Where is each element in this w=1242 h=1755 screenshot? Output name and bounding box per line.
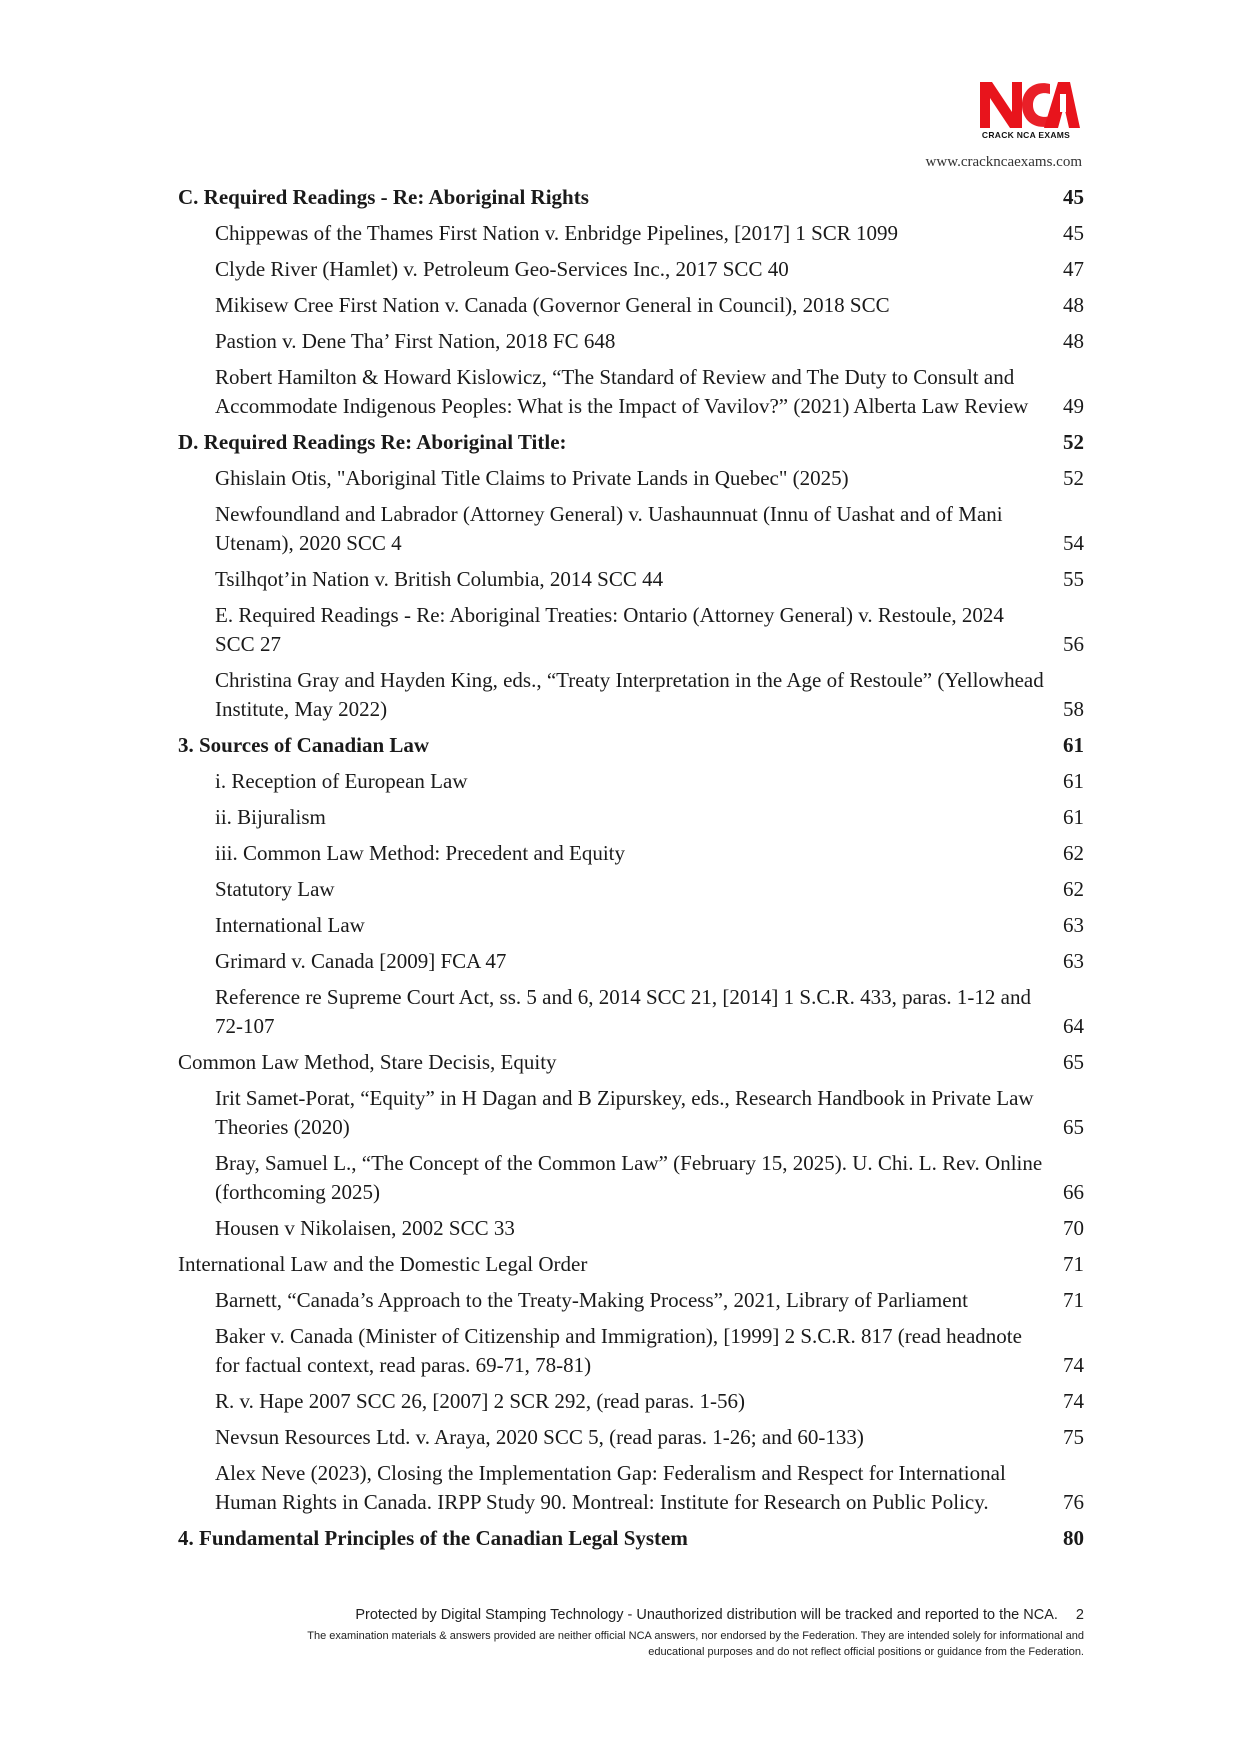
table-of-contents (178, 183, 1084, 1560)
toc-entry-title: D. Required Readings Re: Aboriginal Title: (178, 430, 567, 454)
toc-entry-page: 74 (1063, 1389, 1084, 1413)
toc-entry[interactable] (178, 767, 1084, 796)
toc-entry-page: 48 (1063, 293, 1084, 317)
toc-entry[interactable] (178, 428, 1084, 457)
toc-entry[interactable] (178, 1322, 1084, 1380)
toc-entry-title: Pastion v. Dene Tha’ First Nation, 2018 FC 648 (215, 329, 616, 353)
toc-entry[interactable] (178, 327, 1084, 356)
toc-entry-page: 66 (1063, 1180, 1084, 1204)
toc-entry[interactable] (178, 565, 1084, 594)
toc-entry-title: Christina Gray and Hayden King, eds., “Treaty Interpretation in the Age of Restoule” (Yellowhead Institute, May 2022) (215, 668, 1044, 721)
website-url[interactable]: www.crackncaexams.com (925, 154, 1082, 170)
toc-entry[interactable] (178, 601, 1084, 659)
toc-entry-page: 62 (1063, 877, 1084, 901)
toc-entry[interactable] (178, 1524, 1084, 1553)
toc-entry[interactable] (178, 1084, 1084, 1142)
toc-entry[interactable] (178, 219, 1084, 248)
toc-entry[interactable] (178, 1459, 1084, 1517)
toc-entry[interactable] (178, 291, 1084, 320)
toc-entry[interactable] (178, 911, 1084, 940)
toc-entry-page: 45 (1063, 221, 1084, 245)
toc-entry-title: Robert Hamilton & Howard Kislowicz, “The Standard of Review and The Duty to Consult and Accommodate Indigenous Peoples: What is the Impact of Vavilov?” (2021) Alberta Law Review (215, 365, 1029, 418)
toc-entry-title: Statutory Law (215, 877, 335, 901)
toc-entry-page: 74 (1063, 1353, 1084, 1377)
toc-entry-page: 49 (1063, 394, 1084, 418)
toc-entry-page: 61 (1063, 733, 1084, 757)
toc-entry-page: 63 (1063, 949, 1084, 973)
toc-entry-page: 62 (1063, 841, 1084, 865)
toc-entry-page: 58 (1063, 697, 1084, 721)
toc-entry-title: R. v. Hape 2007 SCC 26, [2007] 2 SCR 292, (read paras. 1-56) (215, 1389, 745, 1413)
toc-entry-page: 64 (1063, 1014, 1084, 1038)
toc-entry[interactable] (178, 464, 1084, 493)
toc-entry-page: 71 (1063, 1288, 1084, 1312)
toc-entry[interactable] (178, 1286, 1084, 1315)
toc-entry-page: 48 (1063, 329, 1084, 353)
toc-entry-page: 61 (1063, 769, 1084, 793)
toc-entry-title: Housen v Nikolaisen, 2002 SCC 33 (215, 1216, 515, 1240)
toc-entry-title: Grimard v. Canada [2009] FCA 47 (215, 949, 507, 973)
toc-entry-title: Common Law Method, Stare Decisis, Equity (178, 1050, 557, 1074)
toc-entry[interactable] (178, 500, 1084, 558)
toc-entry[interactable] (178, 1250, 1084, 1279)
page-footer (170, 1606, 1084, 1660)
toc-entry-title: Clyde River (Hamlet) v. Petroleum Geo-Services Inc., 2017 SCC 40 (215, 257, 789, 281)
toc-entry-title: Tsilhqot’in Nation v. British Columbia, 2014 SCC 44 (215, 567, 664, 591)
toc-entry-page: 75 (1063, 1425, 1084, 1449)
toc-entry[interactable] (178, 1048, 1084, 1077)
toc-entry[interactable] (178, 255, 1084, 284)
toc-entry-page: 71 (1063, 1252, 1084, 1276)
toc-entry-page: 54 (1063, 531, 1084, 555)
toc-entry-title: International Law (215, 913, 365, 937)
toc-entry-title: International Law and the Domestic Legal Order (178, 1252, 588, 1276)
toc-entry[interactable] (178, 803, 1084, 832)
logo-caption: CRACK NCA EXAMS (981, 130, 1071, 140)
toc-entry-page: 47 (1063, 257, 1084, 281)
toc-entry[interactable] (178, 1214, 1084, 1243)
toc-entry-title: Nevsun Resources Ltd. v. Araya, 2020 SCC 5, (read paras. 1-26; and 60-133) (215, 1425, 864, 1449)
toc-entry-title: E. Required Readings - Re: Aboriginal Treaties: Ontario (Attorney General) v. Restoule, 2024 SCC 27 (215, 603, 1004, 656)
toc-entry-title: Ghislain Otis, "Aboriginal Title Claims to Private Lands in Quebec" (2025) (215, 466, 849, 490)
toc-entry[interactable] (178, 947, 1084, 976)
toc-entry-title: Chippewas of the Thames First Nation v. Enbridge Pipelines, [2017] 1 SCR 1099 (215, 221, 899, 245)
toc-entry-title: i. Reception of European Law (215, 769, 468, 793)
toc-entry-title: Mikisew Cree First Nation v. Canada (Governor General in Council), 2018 SCC (215, 293, 890, 317)
page-number: 2 (1075, 1607, 1084, 1623)
toc-entry-title: Reference re Supreme Court Act, ss. 5 and 6, 2014 SCC 21, [2014] 1 S.C.R. 433, paras. 1-12 and 72-107 (215, 985, 1031, 1038)
toc-entry[interactable] (178, 1387, 1084, 1416)
toc-entry-page: 55 (1063, 567, 1084, 591)
footer-notice: Protected by Digital Stamping Technology - Unauthorized distribution will be tracked and reported to the NCA. (355, 1607, 1058, 1623)
toc-entry-title: ii. Bijuralism (215, 805, 326, 829)
toc-entry[interactable] (178, 183, 1084, 212)
toc-entry-page: 70 (1063, 1216, 1084, 1240)
toc-entry-title: iii. Common Law Method: Precedent and Equity (215, 841, 626, 865)
toc-entry-page: 52 (1063, 430, 1084, 454)
toc-entry-title: Newfoundland and Labrador (Attorney General) v. Uashaunnuat (Innu of Uashat and of Mani Utenam), 2020 SCC 4 (215, 502, 1003, 555)
footer-disclaimer-line-2: educational purposes and do not reflect official positions or guidance from the Federation. (648, 1646, 1084, 1658)
toc-entry[interactable] (178, 875, 1084, 904)
toc-entry[interactable] (178, 666, 1084, 724)
toc-entry-title: Alex Neve (2023), Closing the Implementation Gap: Federalism and Respect for International Human Rights in Canada. IRPP Study 90. Montreal: Institute for Research on Public Policy. (215, 1461, 1006, 1514)
toc-entry-page: 63 (1063, 913, 1084, 937)
toc-entry[interactable] (178, 731, 1084, 760)
toc-entry[interactable] (178, 1423, 1084, 1452)
toc-entry-page: 56 (1063, 632, 1084, 656)
toc-entry-page: 65 (1063, 1115, 1084, 1139)
toc-entry-page: 76 (1063, 1490, 1084, 1514)
toc-entry-page: 61 (1063, 805, 1084, 829)
toc-entry[interactable] (178, 363, 1084, 421)
toc-entry-title: Irit Samet-Porat, “Equity” in H Dagan and B Zipurskey, eds., Research Handbook in Private Law Theories (2020) (215, 1086, 1034, 1139)
toc-entry-page: 45 (1063, 185, 1084, 209)
toc-entry-title: Barnett, “Canada’s Approach to the Treaty-Making Process”, 2021, Library of Parliament (215, 1288, 968, 1312)
toc-entry[interactable] (178, 983, 1084, 1041)
toc-entry-title: C. Required Readings - Re: Aboriginal Rights (178, 185, 589, 209)
toc-entry-title: Bray, Samuel L., “The Concept of the Common Law” (February 15, 2025). U. Chi. L. Rev. Online (forthcoming 2025) (215, 1151, 1043, 1204)
toc-entry-title: 3. Sources of Canadian Law (178, 733, 430, 757)
toc-entry-page: 65 (1063, 1050, 1084, 1074)
toc-entry[interactable] (178, 839, 1084, 868)
toc-entry-title: Baker v. Canada (Minister of Citizenship and Immigration), [1999] 2 S.C.R. 817 (read headnote for factual context, read paras. 69-71, 78-81) (215, 1324, 1022, 1377)
toc-entry-page: 52 (1063, 466, 1084, 490)
footer-disclaimer-line-1: The examination materials & answers provided are neither official NCA answers, nor endorsed by the Federation. They are intended solely for informational and (307, 1630, 1084, 1642)
toc-entry[interactable] (178, 1149, 1084, 1207)
toc-entry-title: 4. Fundamental Principles of the Canadian Legal System (178, 1526, 688, 1550)
toc-entry-page: 80 (1063, 1526, 1084, 1550)
nca-logo-mark (972, 78, 1080, 130)
